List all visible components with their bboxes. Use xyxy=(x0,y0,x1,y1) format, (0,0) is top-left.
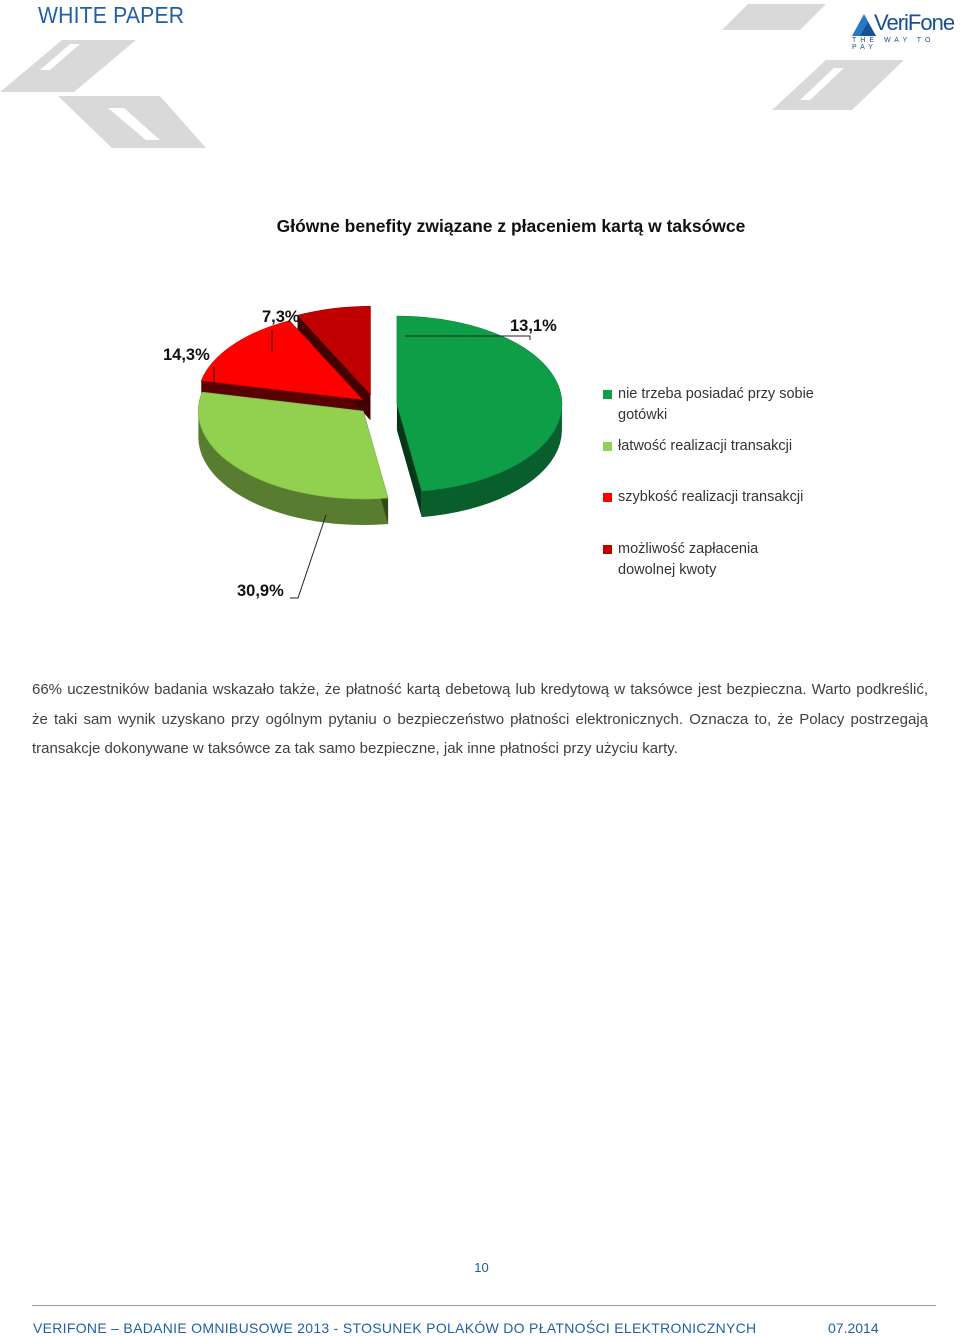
legend-label: łatwość realizacji transakcji xyxy=(618,438,793,454)
body-paragraph: 66% uczestników badania wskazało także, że płatność kartą debetową lub kredytową w taksówce jest bezpieczna. Warto podkreślić, że taki sam wynik uzyskano przy ogólnym pytaniu o bezpieczeństwo płatności elektronicznych. Oznacza to, że Polacy postrzegają transakcje dokonywane w taksówce za tak samo bezpieczne, jak inne płatności przy użyciu karty. xyxy=(32,681,928,758)
logo-wordmark: VeriFone xyxy=(874,10,955,35)
footer-date: 07.2014 xyxy=(828,1320,879,1336)
legend-label: możliwość zapłacenia dowolnej kwoty xyxy=(618,541,759,578)
legend-swatch xyxy=(603,493,612,502)
chart-title: Główne benefity związane z płaceniem kartą w taksówce xyxy=(276,216,746,236)
footer-document-title: VERIFONE – BADANIE OMNIBUSOWE 2013 - STOSUNEK POLAKÓW DO PŁATNOŚCI ELEKTRONICZNYCH xyxy=(33,1320,757,1336)
legend-swatch xyxy=(603,442,612,451)
legend-swatch xyxy=(603,545,612,554)
legend-item xyxy=(603,487,818,508)
legend-item xyxy=(603,384,818,426)
footer-divider xyxy=(32,1305,936,1306)
leader-line-1 xyxy=(290,515,326,598)
data-label-slice-4: 7,3% xyxy=(262,308,300,326)
data-label-slice-1: 13,1% xyxy=(510,317,557,335)
pie-chart xyxy=(0,0,960,640)
legend-label: szybkość realizacji transakcji xyxy=(618,489,804,505)
legend-swatch xyxy=(603,390,612,399)
data-label-slice-3: 30,9% xyxy=(237,582,284,600)
page-number: 10 xyxy=(474,1260,489,1275)
legend-item xyxy=(603,539,788,581)
document-header-title: WHITE PAPER xyxy=(38,2,185,28)
legend-item xyxy=(603,436,818,457)
logo-tagline: THE WAY TO PAY xyxy=(852,37,935,51)
legend-label: nie trzeba posiadać przy sobie gotówki xyxy=(618,386,814,423)
data-label-slice-2: 14,3% xyxy=(163,346,210,364)
